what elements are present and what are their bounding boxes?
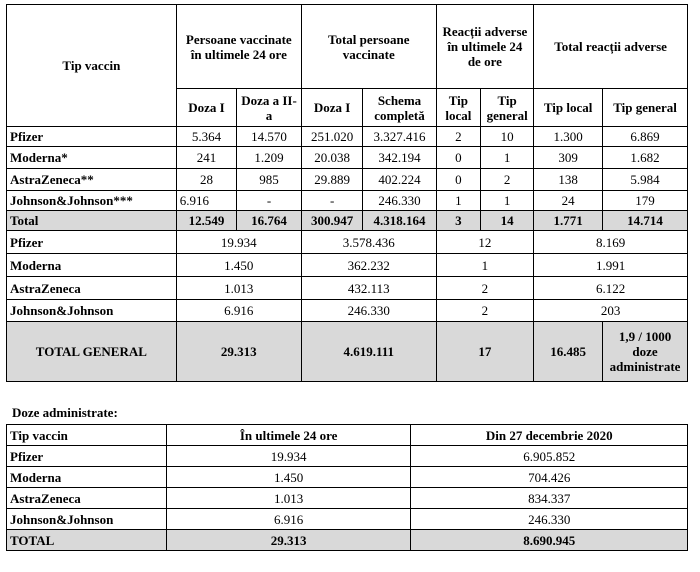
- doses-header-since: Din 27 decembrie 2020: [411, 425, 688, 446]
- doses-vaccine-name: Moderna: [7, 467, 167, 488]
- cell-general: 1: [481, 147, 534, 169]
- vaccination-main-table: [6, 4, 688, 382]
- table-row: [7, 509, 688, 530]
- cell-tot-general: 5.984: [603, 169, 688, 191]
- summary-adverse-24h: 2: [436, 300, 534, 322]
- cell-local: 0: [436, 147, 481, 169]
- total-d1: 12.549: [176, 211, 236, 231]
- summary-adverse-total: 1.991: [534, 254, 688, 277]
- summary-adverse-24h: 2: [436, 277, 534, 300]
- grand-total-rate: [603, 322, 688, 382]
- cell-tot-d1: 20.038: [301, 147, 363, 169]
- cell-schema: 246.330: [363, 191, 436, 211]
- rate-line-2: doze: [632, 344, 658, 359]
- summary-total: 3.578.436: [301, 231, 436, 254]
- doses-vaccine-name: Johnson&Johnson: [7, 509, 167, 530]
- doses-total-row: [7, 530, 688, 551]
- cell-schema: 342.194: [363, 147, 436, 169]
- doses-header-24h: În ultimele 24 ore: [166, 425, 411, 446]
- grand-total-adverse-24h: 17: [436, 322, 534, 382]
- cell-tot-local: 24: [534, 191, 603, 211]
- grand-total-row: [7, 322, 688, 382]
- cell-d1: 6.916: [176, 191, 236, 211]
- cell-tot-general: 6.869: [603, 127, 688, 147]
- summary-24h: 6.916: [176, 300, 301, 322]
- doses-total-since: 8.690.945: [411, 530, 688, 551]
- summary-adverse-total: 6.122: [534, 277, 688, 300]
- cell-d2: 985: [237, 169, 302, 191]
- summary-row: [7, 277, 688, 300]
- header-tip-local: Tip local: [436, 89, 481, 127]
- vaccine-name: AstraZeneca**: [7, 169, 177, 191]
- summary-adverse-24h: 12: [436, 231, 534, 254]
- doses-since: 6.905.852: [411, 446, 688, 467]
- doses-table-title: Doze administrate:: [12, 405, 118, 420]
- header-total-vaccinated: Total persoane vaccinate: [301, 5, 436, 89]
- doses-24h: 1.450: [166, 467, 411, 488]
- doses-header-tip: Tip vaccin: [7, 425, 167, 446]
- doses-24h: 6.916: [166, 509, 411, 530]
- vaccine-name: Johnson&Johnson***: [7, 191, 177, 211]
- doses-24h: 19.934: [166, 446, 411, 467]
- table-row: [7, 467, 688, 488]
- table-row: [7, 446, 688, 467]
- cell-tot-d1: 29.889: [301, 169, 363, 191]
- header-total-adverse: Total reacții adverse: [534, 5, 688, 89]
- table-row: [7, 488, 688, 509]
- cell-tot-general: 1.682: [603, 147, 688, 169]
- cell-d1: 28: [176, 169, 236, 191]
- cell-d2: -: [237, 191, 302, 211]
- header-tip-general: Tip general: [481, 89, 534, 127]
- total-schema: 4.318.164: [363, 211, 436, 231]
- doses-since: 834.337: [411, 488, 688, 509]
- cell-tot-general: 179: [603, 191, 688, 211]
- total-tot-d1: 300.947: [301, 211, 363, 231]
- summary-vaccine-name: Pfizer: [7, 231, 177, 254]
- table-row: [7, 191, 688, 211]
- cell-d1: 5.364: [176, 127, 236, 147]
- header-vaccinated-24h: Persoane vaccinate în ultimele 24 ore: [176, 5, 301, 89]
- grand-total-adverse: 16.485: [534, 322, 603, 382]
- doses-vaccine-name: AstraZeneca: [7, 488, 167, 509]
- summary-adverse-total: 203: [534, 300, 688, 322]
- summary-adverse-total: 8.169: [534, 231, 688, 254]
- table-row: [7, 169, 688, 191]
- summary-row: [7, 254, 688, 277]
- total-local: 3: [436, 211, 481, 231]
- total-tot-general: 14.714: [603, 211, 688, 231]
- cell-d2: 1.209: [237, 147, 302, 169]
- vaccine-name: Moderna*: [7, 147, 177, 169]
- header-total-doza1: Doza I: [301, 89, 363, 127]
- summary-total: 246.330: [301, 300, 436, 322]
- total-d2: 16.764: [237, 211, 302, 231]
- cell-tot-local: 309: [534, 147, 603, 169]
- total-tot-local: 1.771: [534, 211, 603, 231]
- header-adverse-24h: Reacții adverse în ultimele 24 de ore: [436, 5, 534, 89]
- rate-line-3: administrate: [609, 359, 681, 374]
- cell-d1: 241: [176, 147, 236, 169]
- cell-general: 1: [481, 191, 534, 211]
- summary-vaccine-name: AstraZeneca: [7, 277, 177, 300]
- header-schema: Schema completă: [363, 89, 436, 127]
- summary-total: 432.113: [301, 277, 436, 300]
- table-row: [7, 147, 688, 169]
- rate-line-1: 1,9 / 1000: [618, 329, 672, 344]
- cell-tot-local: 1.300: [534, 127, 603, 147]
- grand-total-vaccinated: 4.619.111: [301, 322, 436, 382]
- cell-general: 10: [481, 127, 534, 147]
- summary-row: [7, 300, 688, 322]
- summary-total: 362.232: [301, 254, 436, 277]
- grand-total-label: TOTAL GENERAL: [7, 322, 177, 382]
- summary-vaccine-name: Johnson&Johnson: [7, 300, 177, 322]
- table-row: [7, 127, 688, 147]
- cell-local: 0: [436, 169, 481, 191]
- doses-since: 246.330: [411, 509, 688, 530]
- cell-local: 2: [436, 127, 481, 147]
- cell-schema: 402.224: [363, 169, 436, 191]
- header-doza2: Doza a II-a: [237, 89, 302, 127]
- summary-adverse-24h: 1: [436, 254, 534, 277]
- cell-tot-d1: -: [301, 191, 363, 211]
- summary-24h: 19.934: [176, 231, 301, 254]
- summary-vaccine-name: Moderna: [7, 254, 177, 277]
- total-label: Total: [7, 211, 177, 231]
- cell-schema: 3.327.416: [363, 127, 436, 147]
- summary-24h: 1.450: [176, 254, 301, 277]
- doses-vaccine-name: Pfizer: [7, 446, 167, 467]
- doses-total-label: TOTAL: [7, 530, 167, 551]
- cell-tot-local: 138: [534, 169, 603, 191]
- doses-total-24h: 29.313: [166, 530, 411, 551]
- header-doza1: Doza I: [176, 89, 236, 127]
- header-total-tip-local: Tip local: [534, 89, 603, 127]
- summary-24h: 1.013: [176, 277, 301, 300]
- cell-local: 1: [436, 191, 481, 211]
- header-tip-vaccin: Tip vaccin: [7, 5, 177, 127]
- doses-24h: 1.013: [166, 488, 411, 509]
- doses-administered-table: [6, 424, 688, 551]
- vaccine-name: Pfizer: [7, 127, 177, 147]
- cell-tot-d1: 251.020: [301, 127, 363, 147]
- total-row: [7, 211, 688, 231]
- header-total-tip-general: Tip general: [603, 89, 688, 127]
- summary-row: [7, 231, 688, 254]
- doses-since: 704.426: [411, 467, 688, 488]
- cell-d2: 14.570: [237, 127, 302, 147]
- cell-general: 2: [481, 169, 534, 191]
- grand-total-24h: 29.313: [176, 322, 301, 382]
- total-general: 14: [481, 211, 534, 231]
